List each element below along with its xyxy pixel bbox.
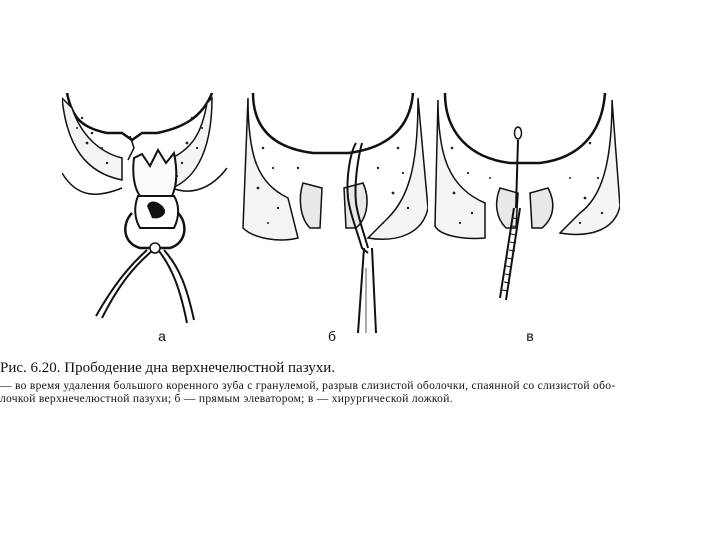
figure-caption-title: Рис. 6.20. Прободение дна верхнечелюстной пазухи. <box>0 360 336 376</box>
figure-caption-body <box>0 380 700 406</box>
panel-c-illustration <box>430 88 620 338</box>
panel-label-b: б <box>327 328 337 344</box>
panel-b-illustration <box>238 88 428 338</box>
panel-label-a: а <box>158 328 166 344</box>
tooth-extraction-forceps-drawing <box>62 88 252 338</box>
caption-line-1: — во время удаления большого коренного зуба с гранулемой, разрыв слизистой оболочки, спаянной со слизистой обо- <box>0 380 616 392</box>
caption-line-2: лочкой верхнечелюстной пазухи; б — прямым элеватором; в — хирургической ложкой. <box>0 393 453 405</box>
panel-label-c: в <box>526 328 534 344</box>
straight-elevator-drawing <box>238 88 428 338</box>
panel-a-illustration <box>62 88 252 338</box>
surgical-spoon-drawing <box>430 88 620 338</box>
